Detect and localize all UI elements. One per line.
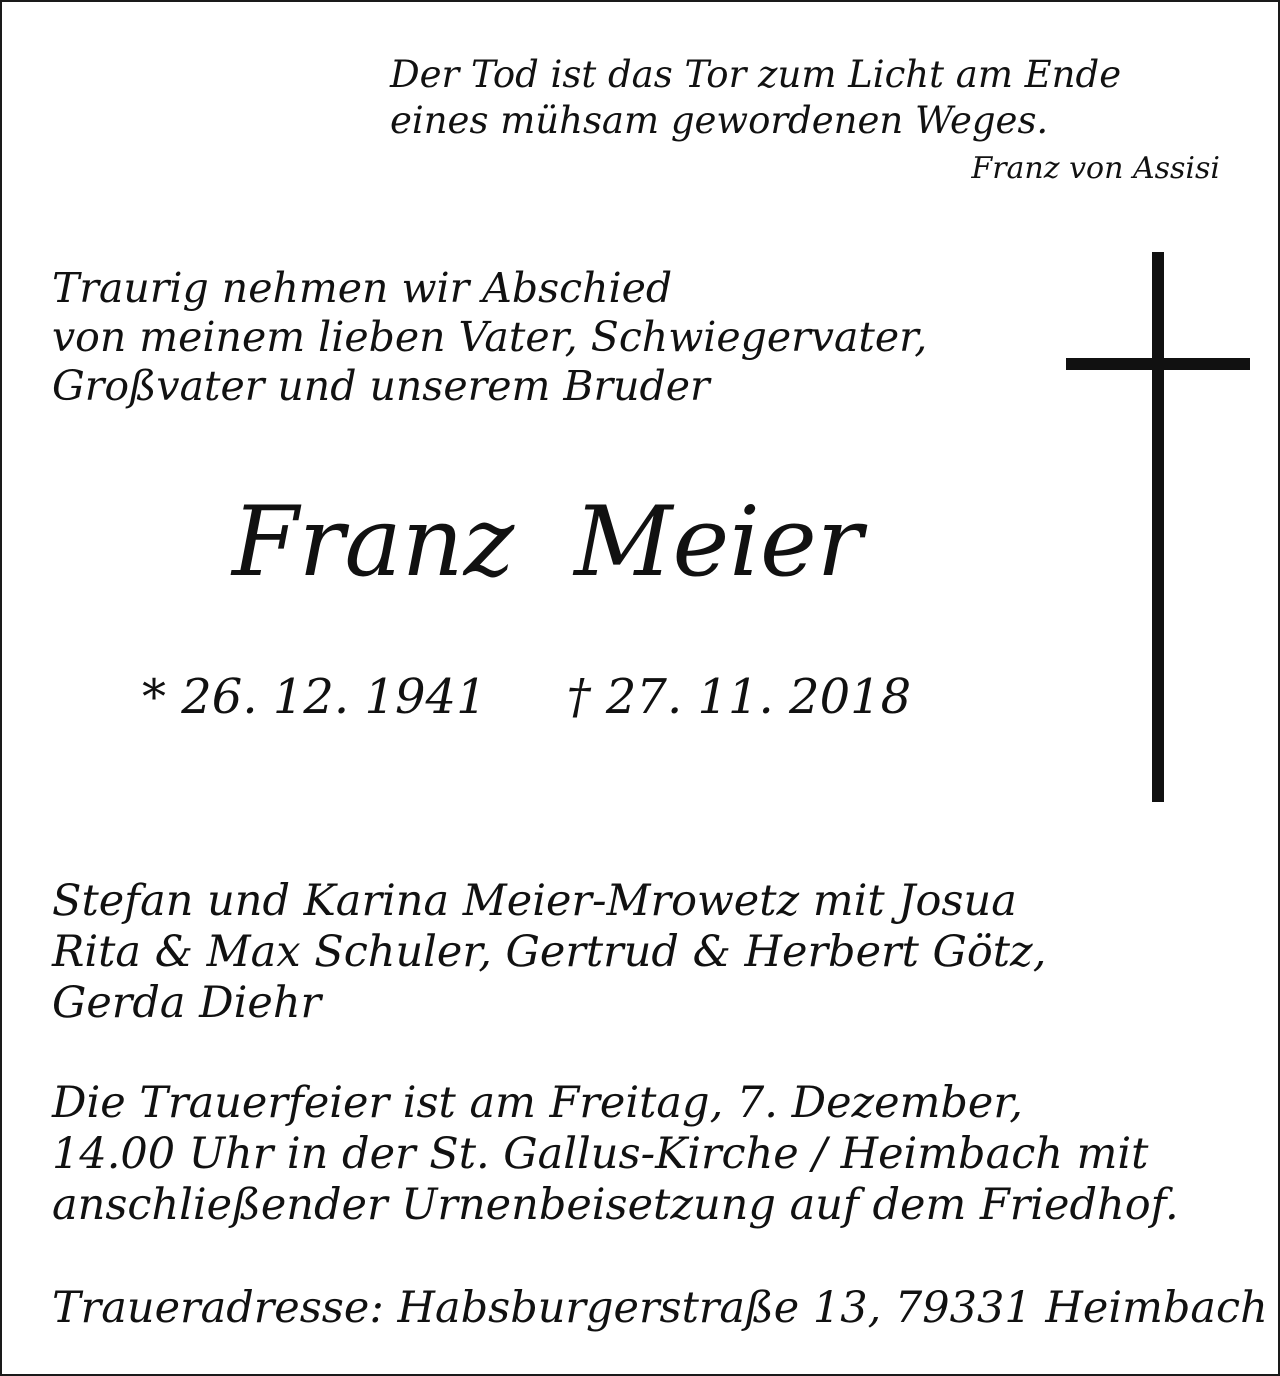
intro-line: von meinem lieben Vater, Schwiegervater, bbox=[52, 313, 928, 361]
family-line: Gerda Diehr bbox=[52, 978, 322, 1028]
ceremony-line: Die Trauerfeier ist am Freitag, 7. Dezember, bbox=[52, 1078, 1023, 1128]
deceased-name bbox=[232, 482, 863, 602]
ceremony-line: anschließender Urnenbeisetzung auf dem Friedhof. bbox=[52, 1180, 1179, 1230]
family-line: Stefan und Karina Meier-Mrowetz mit Josua bbox=[52, 876, 1017, 926]
family-names bbox=[52, 876, 1046, 1029]
intro-line: Großvater und unserem Bruder bbox=[52, 362, 710, 410]
quote bbox=[390, 52, 1121, 144]
ceremony-info bbox=[52, 1078, 1179, 1231]
quote-line: Der Tod ist das Tor zum Licht am Ende bbox=[390, 53, 1122, 96]
death-date: † 27. 11. 2018 bbox=[566, 669, 912, 725]
ceremony-line: 14.00 Uhr in der St. Gallus-Kirche / Heimbach mit bbox=[52, 1129, 1149, 1179]
life-dates bbox=[142, 662, 911, 732]
family-line: Rita & Max Schuler, Gertrud & Herbert Götz, bbox=[52, 927, 1047, 977]
first-name: Franz bbox=[232, 486, 515, 598]
intro-text bbox=[52, 264, 927, 411]
quote-line: eines mühsam gewordenen Weges. bbox=[390, 99, 1049, 142]
cross-horizontal-bar bbox=[1066, 358, 1250, 370]
cross-icon bbox=[1066, 252, 1250, 802]
quote-author: Franz von Assisi bbox=[971, 151, 1220, 186]
cross-vertical-bar bbox=[1152, 252, 1164, 802]
last-name: Meier bbox=[574, 486, 863, 598]
intro-line: Traurig nehmen wir Abschied bbox=[52, 264, 673, 312]
birth-date: * 26. 12. 1941 bbox=[142, 669, 487, 725]
mourning-address: Traueradresse: Habsburgerstraße 13, 79331 Heimbach bbox=[52, 1283, 1268, 1333]
